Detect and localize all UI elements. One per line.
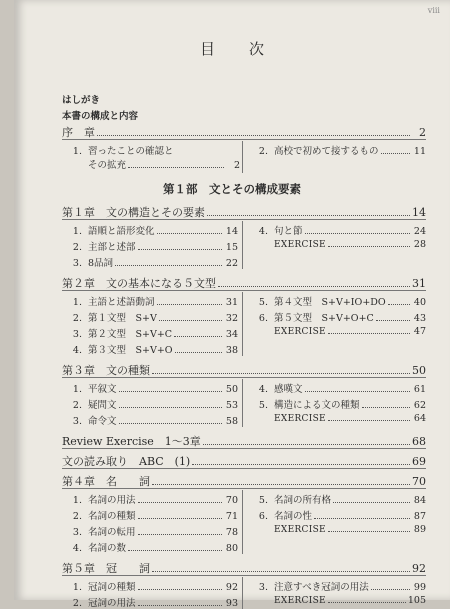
- toc-chapter-ch1[interactable]: [62, 204, 426, 220]
- toc-item[interactable]: [248, 595, 426, 606]
- item-title: 第４文型 S+V+IO+DO: [274, 297, 386, 308]
- item-page: 71: [225, 511, 238, 522]
- toc-item[interactable]: [248, 492, 426, 506]
- column-divider: [242, 379, 243, 427]
- item-number: 1.: [72, 384, 82, 395]
- item-title: EXERCISE: [274, 240, 326, 250]
- item-title: 第２文型 S+V+C: [88, 329, 173, 340]
- toc-item[interactable]: [62, 294, 238, 308]
- column-divider: [242, 221, 243, 269]
- item-title: 句と節: [274, 226, 303, 237]
- chapter-page: 50: [412, 364, 426, 377]
- toc-item[interactable]: [62, 326, 238, 340]
- item-title: EXERCISE: [274, 414, 326, 424]
- toc-entry-abc[interactable]: [62, 453, 426, 469]
- entry-title: Review Exercise 1～3章: [62, 435, 201, 448]
- item-title: 命令文: [88, 416, 117, 427]
- item-title: 名詞の性: [274, 511, 313, 522]
- item-page: 80: [225, 543, 238, 554]
- item-page: 28: [413, 239, 426, 250]
- column-divider: [242, 292, 243, 356]
- item-title: 感嘆文: [274, 384, 303, 395]
- item-number: 4.: [72, 543, 82, 554]
- item-page: 50: [225, 384, 238, 395]
- item-title: 第１文型 S+V: [88, 313, 157, 324]
- item-page: 40: [413, 297, 426, 308]
- toc-item[interactable]: [62, 342, 238, 356]
- item-number: 1.: [72, 582, 82, 593]
- chapter-page: 31: [412, 277, 426, 290]
- item-number: 2.: [72, 598, 82, 609]
- toc-item[interactable]: [62, 397, 238, 411]
- item-number: 3.: [72, 329, 82, 340]
- toc-item[interactable]: [248, 381, 426, 395]
- item-page: 53: [225, 400, 238, 411]
- divider: [62, 219, 426, 220]
- item-number: 3.: [72, 416, 82, 427]
- chapter-title: 第３章 文の種類: [62, 364, 150, 377]
- entry-page: 68: [412, 435, 426, 448]
- divider: [62, 448, 426, 449]
- item-title: 平叙文: [88, 384, 117, 395]
- toc-item[interactable]: [62, 255, 238, 269]
- item-page: 89: [413, 524, 426, 535]
- item-title: 第５文型 S+V+O+C: [274, 313, 374, 324]
- column-divider: [242, 577, 243, 609]
- item-page: 61: [413, 384, 426, 395]
- item-page: 78: [225, 527, 238, 538]
- item-number: 1.: [72, 297, 82, 308]
- item-page: 22: [225, 258, 238, 269]
- divider: [62, 468, 426, 469]
- divider: [62, 575, 426, 576]
- chapter-title: 第５章 冠 詞: [62, 562, 150, 575]
- toc-chapter-ch4[interactable]: [62, 473, 426, 489]
- item-title: 語順と語形変化: [88, 226, 155, 237]
- item-number: 2.: [72, 313, 82, 324]
- toc-item[interactable]: 1. 習ったことの確認と: [72, 146, 174, 157]
- item-page: 62: [413, 400, 426, 411]
- label-hashigaki: はしがき: [62, 95, 101, 106]
- item-title: 名詞の用法: [88, 495, 136, 506]
- item-number: 6.: [258, 313, 268, 324]
- toc-item[interactable]: [62, 492, 238, 506]
- part-heading: 第１部 文とその構成要素: [163, 182, 301, 196]
- toc-chapter-jo[interactable]: [62, 124, 426, 140]
- chapter-title: 第４章 名 詞: [62, 475, 150, 488]
- item-page: 92: [225, 582, 238, 593]
- chapter-title: 序 章: [62, 126, 95, 139]
- toc-item[interactable]: [248, 524, 426, 535]
- item-title: 名詞の転用: [88, 527, 136, 538]
- item-title: 冠詞の種類: [88, 582, 136, 593]
- divider: [62, 488, 426, 489]
- toc-entry-review[interactable]: [62, 433, 426, 449]
- toc-item[interactable]: [248, 579, 426, 593]
- chapter-title: 第１章 文の構造とその要素: [62, 206, 205, 219]
- toc-item[interactable]: [62, 508, 238, 522]
- entry-page: 69: [412, 455, 426, 468]
- item-page: 99: [413, 582, 426, 593]
- item-number: 4.: [258, 226, 268, 237]
- item-page: 47: [413, 326, 426, 337]
- item-number: 2.: [72, 511, 82, 522]
- item-page: 70: [225, 495, 238, 506]
- item-number: 6.: [258, 511, 268, 522]
- toc-item[interactable]: [62, 381, 238, 395]
- item-page: 93: [225, 598, 238, 609]
- toc-item[interactable]: [248, 326, 426, 337]
- item-title: 構造による文の種類: [274, 400, 360, 411]
- toc-item[interactable]: [62, 239, 238, 253]
- divider: [62, 377, 426, 378]
- item-page: 34: [225, 329, 238, 340]
- item-page: 87: [413, 511, 426, 522]
- item-number: 1.: [72, 495, 82, 506]
- toc-chapter-ch2[interactable]: [62, 275, 426, 291]
- item-number: 3.: [258, 582, 268, 593]
- item-title: 第３文型 S+V+O: [88, 345, 173, 356]
- toc-item[interactable]: [248, 310, 426, 324]
- item-number: 5.: [258, 495, 268, 506]
- item-number: 1.: [72, 226, 82, 237]
- chapter-page: 14: [412, 206, 426, 219]
- entry-title: 文の読み取り ABC (1): [62, 455, 191, 468]
- toc-item[interactable]: [248, 239, 426, 250]
- book-page: [14, 0, 450, 609]
- item-number: 2.: [72, 242, 82, 253]
- chapter-title: 第２章 文の基本になる５文型: [62, 277, 216, 290]
- toc-item[interactable]: [62, 223, 238, 237]
- item-title: EXERCISE: [274, 596, 326, 606]
- item-page: 31: [225, 297, 238, 308]
- item-number: 3.: [72, 258, 82, 269]
- toc-item[interactable]: [248, 294, 426, 308]
- page-title: 目次: [199, 40, 298, 58]
- item-title: EXERCISE: [274, 327, 326, 337]
- item-page: 58: [225, 416, 238, 427]
- toc-item[interactable]: [248, 397, 426, 411]
- toc-item[interactable]: [62, 310, 238, 324]
- toc-item[interactable]: [248, 508, 426, 522]
- toc-item[interactable]: [62, 540, 238, 554]
- item-title: 名詞の数: [88, 543, 127, 554]
- item-number: 5.: [258, 400, 268, 411]
- toc-item[interactable]: [248, 223, 426, 237]
- toc-item[interactable]: [62, 524, 238, 538]
- item-number: 3.: [72, 527, 82, 538]
- item-page: 43: [413, 313, 426, 324]
- item-number: 4.: [258, 384, 268, 395]
- divider: [62, 290, 426, 291]
- item-title: 疑問文: [88, 400, 117, 411]
- item-page: 24: [413, 226, 426, 237]
- item-title: 主部と述部: [88, 242, 136, 253]
- chapter-page: 92: [412, 562, 426, 575]
- label-structure: 本書の構成と内容: [62, 111, 139, 122]
- toc-item[interactable]: [62, 595, 238, 609]
- item-number: 4.: [72, 345, 82, 356]
- toc-item[interactable]: その拡充 2: [88, 160, 240, 171]
- toc-chapter-ch5[interactable]: [62, 560, 426, 576]
- item-number: 2.: [72, 400, 82, 411]
- chapter-page: 70: [412, 475, 426, 488]
- column-divider: [242, 490, 243, 554]
- item-title: 8品詞: [88, 258, 114, 269]
- item-page: 105: [407, 595, 426, 606]
- item-title: 主語と述語動詞: [88, 297, 155, 308]
- item-title: EXERCISE: [274, 525, 326, 535]
- item-title: 名詞の種類: [88, 511, 136, 522]
- item-page: 64: [413, 413, 426, 424]
- toc-item[interactable]: 2. 高校で初めて接するもの 11: [258, 146, 426, 157]
- chapter-page: 2: [419, 126, 426, 139]
- toc-chapter-ch3[interactable]: [62, 362, 426, 378]
- item-title: 冠詞の用法: [88, 598, 136, 609]
- item-page: 14: [225, 226, 238, 237]
- toc-item[interactable]: [62, 413, 238, 427]
- item-page: 38: [225, 345, 238, 356]
- toc-item[interactable]: [248, 413, 426, 424]
- toc-item[interactable]: [62, 579, 238, 593]
- item-page: 15: [225, 242, 238, 253]
- item-title: 名詞の所有格: [274, 495, 332, 506]
- item-page: 84: [413, 495, 426, 506]
- item-page: 32: [225, 313, 238, 324]
- item-title: 注意すべき冠詞の用法: [274, 582, 369, 593]
- item-number: 5.: [258, 297, 268, 308]
- page-number: viii: [427, 6, 440, 15]
